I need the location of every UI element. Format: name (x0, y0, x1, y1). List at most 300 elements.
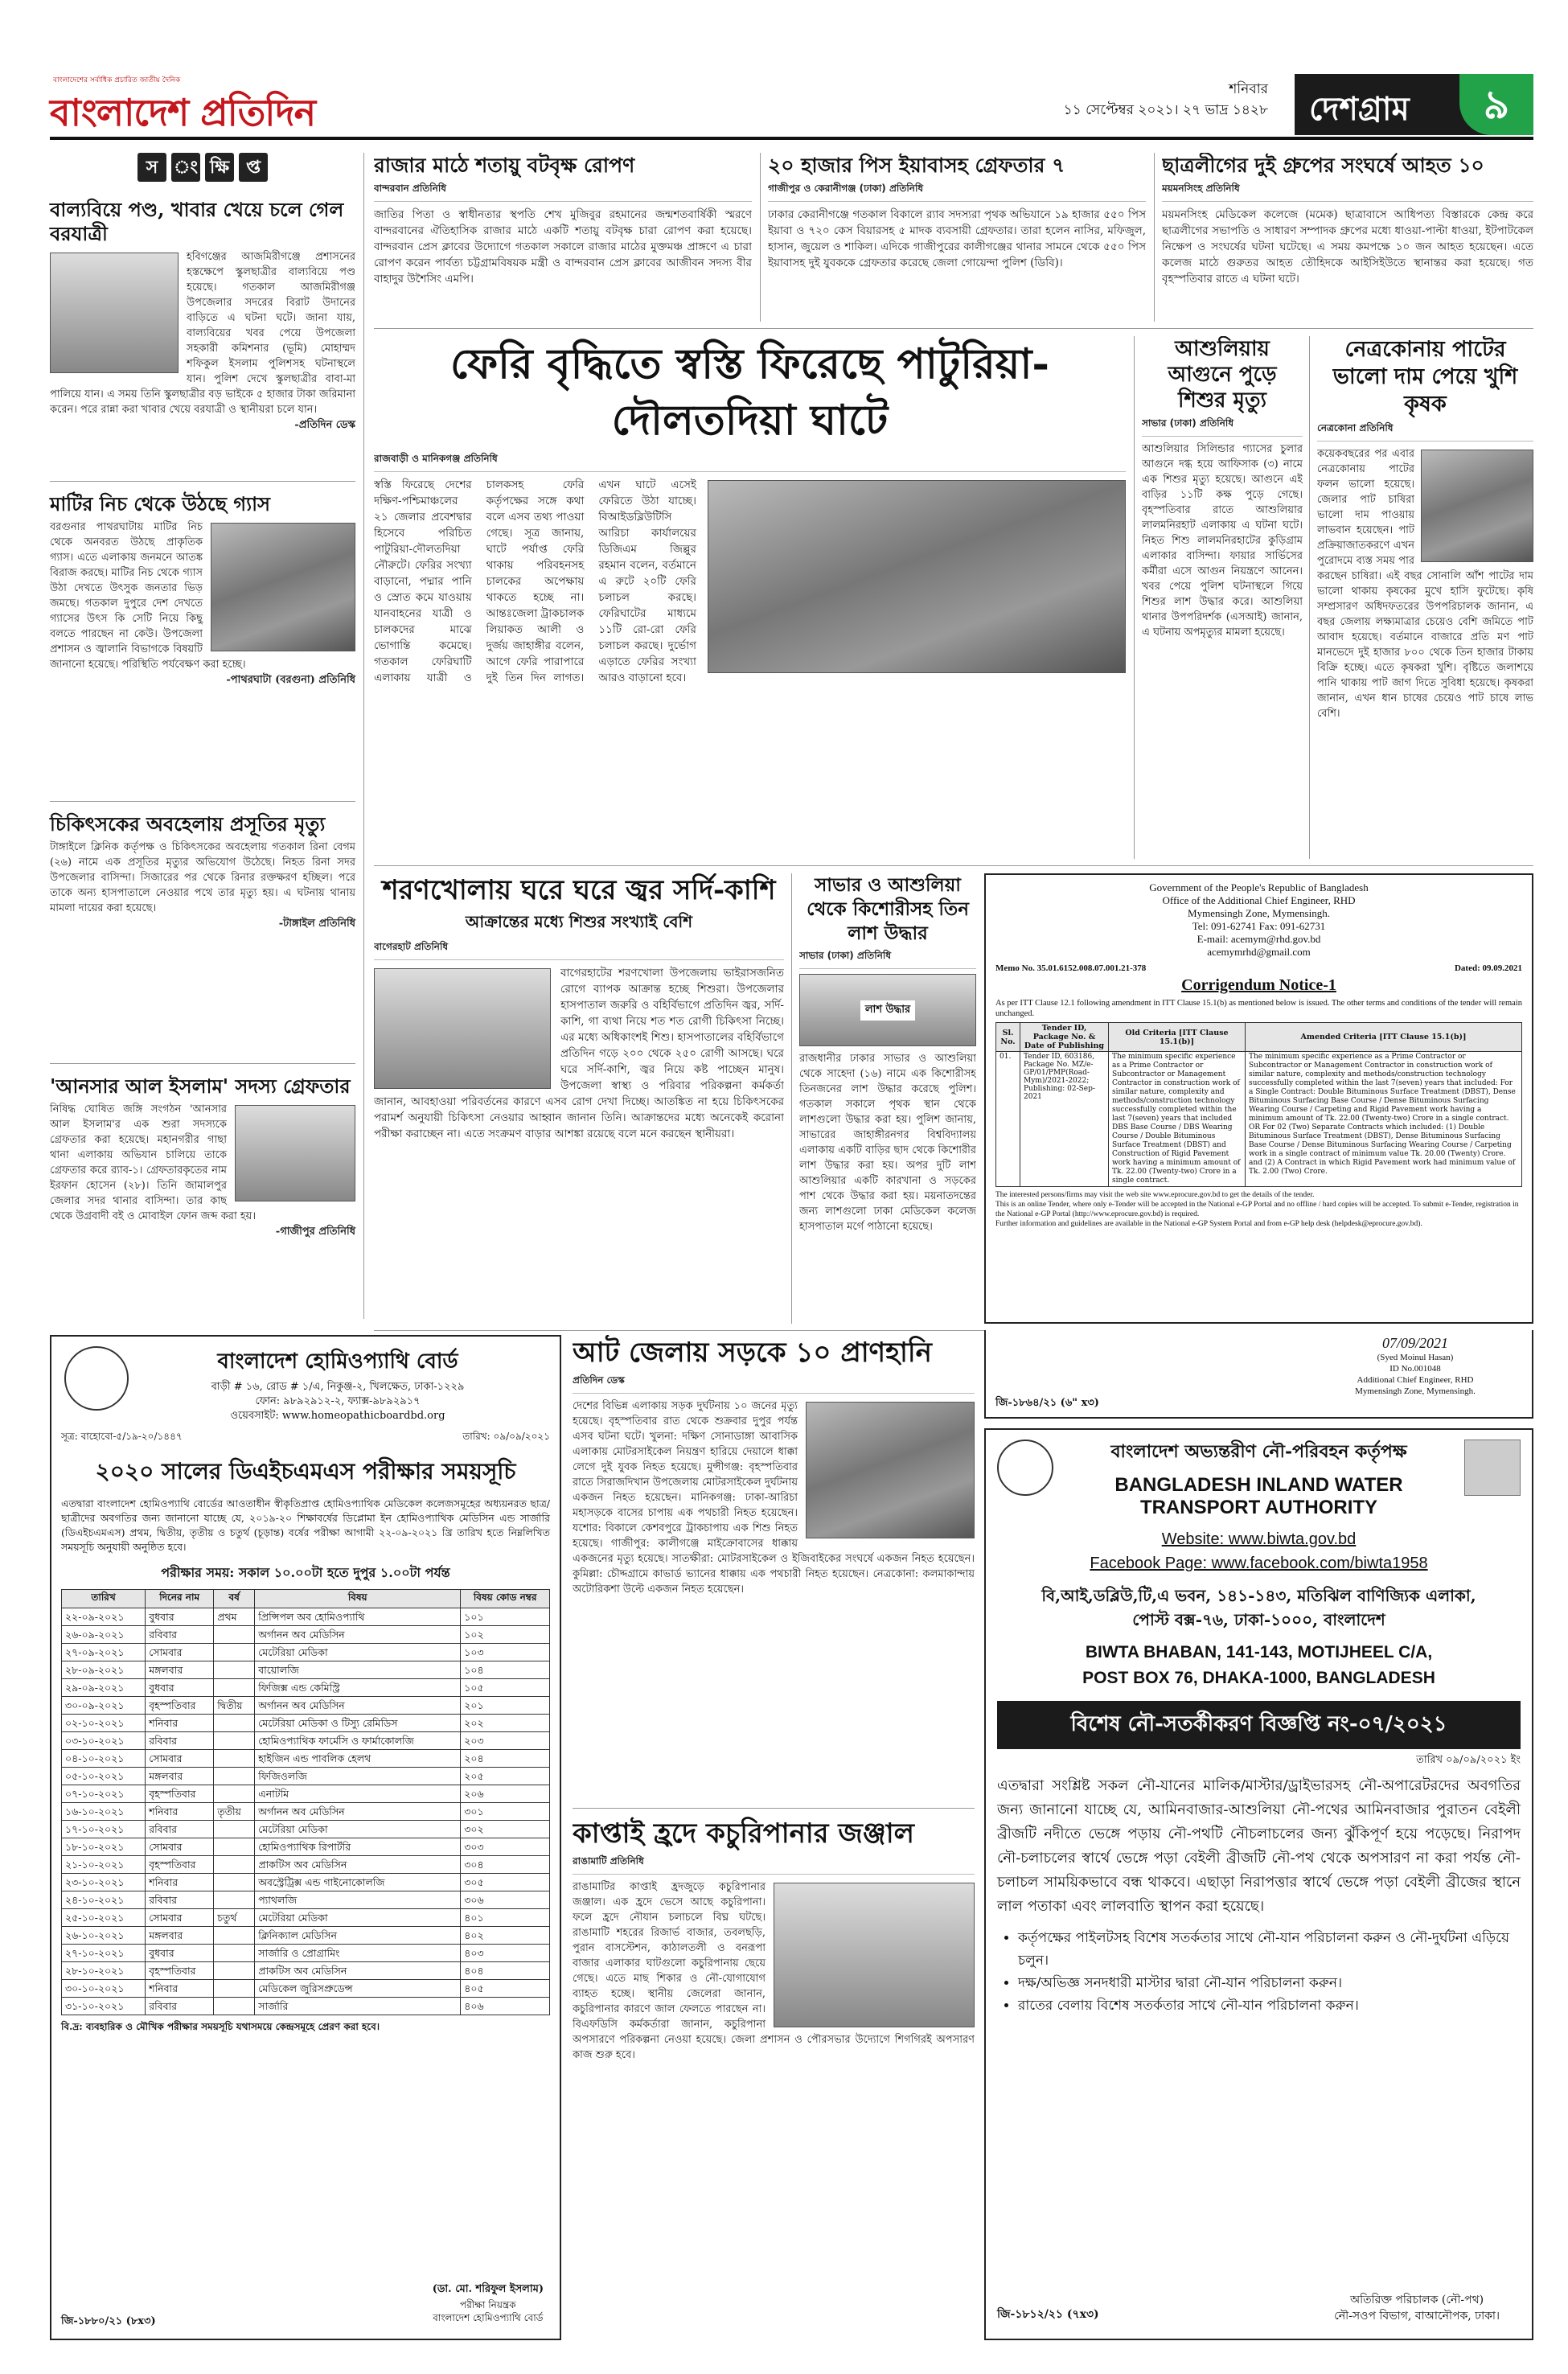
table-cell: 01. (996, 1052, 1020, 1187)
table-cell: ২৮-০৯-২০২১ (62, 1661, 146, 1679)
brief-headline: 'আনসার আল ইসলাম' সদস্য গ্রেফতার (50, 1074, 351, 1098)
story-accidents (573, 1335, 975, 1801)
brief-body: টাঙ্গাইলে ক্লিনিক কর্তৃপক্ষ ও চিকিৎসকের অবহেলায় গতকাল রিনা বেগম (২৬) নামে এক প্রসূতির মৃত্যুর অভিযোগ উঠেছে। নিহত রিনা সদর উপজেলার বাসিন্দা। সিজারের পর থেকে রিনার রক্তক্ষরণ হচ্ছিল। পরে তাকে অন্য হাসপাতালে নেওয়ার পথে তার মৃত্যু হয়। এ ঘটনায় থানায় মামলা দায়ের করা হয়েছে। (50, 841, 355, 914)
board-seal-icon (64, 1346, 129, 1411)
story-body: ময়মনসিংহ মেডিকেল কলেজে (মমেক) ছাত্রাবাসে আধিপত্য বিস্তারকে কেন্দ্র করে ছাত্রলীগের সভাপতি ও সাধারণ সম্পাদক গ্রুপের মধ্যে ধাওয়া-পাল্টা ধাওয়া, ইটপাটকেল নিক্ষেপ ও সংঘর্ষের ঘটনা ঘটেছে। এ সময় কমপক্ষে ১০ জন আহত হয়েছেন। এতে কলেজ মাঠে গুরুতর আহত তৌহিদকে আইসিইউতে স্থানান্তর করা হয়েছে। গত বৃহস্পতিবার রাতে এ ঘটনা ঘটে। (1162, 208, 1533, 285)
table-cell: অর্গানন অব মেডিসিন (255, 1803, 461, 1821)
table-cell (214, 1768, 255, 1785)
table-cell: প্রাকটিস অব মেডিসিন (255, 1962, 461, 1980)
table-cell: ২২-০৯-২০২১ (62, 1608, 146, 1626)
table-cell: রবিবার (146, 1732, 214, 1750)
ad-title: বাংলাদেশ হোমিওপ্যাথি বোর্ড (217, 1349, 458, 1374)
brief-credit: -টাঙ্গাইল প্রতিনিধি (278, 918, 355, 930)
briefs-title-letter: ক্ষি (205, 153, 234, 182)
table-cell (214, 1874, 255, 1891)
table-header: Tender ID, Package No. & Date of Publishing (1020, 1023, 1109, 1052)
address-line: পোস্ট বক্স-৭৬, ঢাকা-১০০০, বাংলাদেশ (1132, 1610, 1385, 1629)
masthead-rule (50, 137, 1533, 140)
table-cell: ৪০৫ (461, 1980, 550, 1998)
page-number: ৯ (1459, 74, 1533, 135)
ad-code: জি-১৮৮০/২১ (৮x৩) (61, 2315, 156, 2327)
table-cell: ৪০৪ (461, 1962, 550, 1980)
signature-block (433, 2282, 544, 2324)
table-cell: বুধবার (146, 1679, 214, 1697)
ad-address-en (997, 1640, 1521, 1691)
signer-org: নৌ-সওপ বিভাগ, বাআনৌপক, ঢাকা। (1334, 2310, 1500, 2323)
table-cell: ০২-১০-২০২১ (62, 1715, 146, 1732)
story-byline: বান্দরবান প্রতিনিধি (374, 182, 752, 202)
table-row (62, 1715, 550, 1732)
table-cell: ৩০৩ (461, 1838, 550, 1856)
notice-body: এতদ্বারা সংশ্লিষ্ট সকল নৌ-যানের মালিক/মাস্টার/ড্রাইভারসহ নৌ-অপারেটরদের অবগতির জন্য জানানো যাচ্ছে যে, আমিনবাজার-আশুলিয়া নৌ-পথের আমিনবাজার পুরাতন বেইলী ব্রীজটি নদীতে ভেঙ্গে পড়ায় নৌ-পথটি নৌচলাচলের জন্য ঝুঁকিপূর্ণ হয়ে পড়েছে। নিরাপদ নৌ-চলাচলের স্বার্থে ভেঙ্গে পড়া বেইলী ব্রীজটি নৌ-পথ থেকে অপসারণ না করা পর্যন্ত নৌ-চলাচল সাময়িকভাবে বন্ধ থাকবে। এছাড়া নিরাপত্তার স্বার্থে ভেঙ্গে পড়া বেইলী ব্রীজের স্থানে লাল পতাকা এবং লালবাতি স্থাপন করা হয়েছে। (997, 1777, 1521, 1915)
table-cell: The minimum specific experience as a Prime Contractor or Subcontractor or Management Contractor in construction work of similar nature, complexity and methods/construction technology successfully completed within the last 7(seven) years that included DBS Base Course / DBS Wearing Course / Double Bituminous Surface Treatment (DBST) and Construction of Rigid Pavement work having a minimum amount of Tk. 22.00 (Twenty-two) Crore in a single contract. (1109, 1052, 1246, 1187)
table-cell: ২৩-১০-২০২১ (62, 1874, 146, 1891)
brand-kicker: বাংলাদেশের সর্বাধিক প্রচারিত জাতীয় দৈনিক (53, 76, 181, 84)
brief-body: নিষিদ্ধ ঘোষিত জঙ্গি সংগঠন 'আনসার আল ইসলাম'র এক শুরা সদস্যকে গ্রেফতার করা হয়েছে। মহানগরীর গাছা থানা এলাকায় অভিযান চালিয়ে তাকে গ্রেফতার করে র‍্যাব-১। গ্রেফতারকৃতের নাম ইরফান হোসেন (২৮)। তিনি জামালপুর জেলার সদর থানার বাসিন্দা। তার কাছ থেকে উগ্রবাদী বই ও মোবাইল ফোন জব্দ করা হয়। (50, 1103, 256, 1222)
table-row (62, 1803, 550, 1821)
table-cell: শনিবার (146, 1874, 214, 1891)
ref-date: তারিখ: ০৯/০৯/২০২১ (462, 1431, 550, 1442)
table-row (62, 1697, 550, 1715)
brief-story (50, 193, 355, 474)
story-byline: সাভার (ঢাকা) প্রতিনিধি (799, 949, 976, 969)
section-tab (1295, 74, 1533, 135)
divider (363, 153, 364, 1319)
table-row (62, 1909, 550, 1927)
table-cell: ৩০১ (461, 1803, 550, 1821)
facebook-link[interactable]: Facebook Page: www.facebook.com/biwta1958 (1090, 1555, 1428, 1572)
notice-footer (995, 1190, 1522, 1229)
signer-title: পরীক্ষা নিয়ন্ত্রক (460, 2299, 516, 2310)
ad-line: acemymrhd@gmail.com (1207, 946, 1311, 958)
signer-title: অতিরিক্ত পরিচালক (নৌ-পথ) (1349, 2294, 1484, 2306)
table-cell: ২৯-০৯-২০২১ (62, 1679, 146, 1697)
table-cell: ফিজিওলজি (255, 1768, 461, 1785)
table-cell: ০৩-১০-২০২১ (62, 1732, 146, 1750)
notice-title: Corrigendum Notice-1 (1181, 976, 1336, 994)
memo-number: Memo No. 35.01.6152.008.07.001.21-378 (995, 963, 1147, 973)
story-cold (374, 873, 784, 1324)
divider (1134, 336, 1135, 859)
ad-intro: এতদ্বারা বাংলাদেশ হোমিওপ্যাথি বোর্ডের আওতাধীন স্বীকৃতিপ্রাপ্ত হোমিওপ্যাথিক মেডিকেল কলেজসমূহের অধ্যয়নরত ছাত্র/ছাত্রীদের অবগতির জন্য জানানো যাচ্ছে যে, ২০১৯-২০ শিক্ষাবর্ষের ডিপ্লোমা ইন হোমিওপ্যাথিক মেডিসিন এন্ড সার্জারি (ডিএইচএমএস) প্রথম, দ্বিতীয়, তৃতীয় ও চতুর্থ (চূড়ান্ত) বর্ষের পরীক্ষা আগামী ২২-০৯-২০২১ খ্রি তারিখ হতে নিম্নলিখিত সময়সূচি অনুযায়ী অনুষ্ঠিত হবে। (61, 1497, 550, 1553)
table-header: তারিখ (62, 1590, 146, 1608)
story-subhead: আক্রান্তের মধ্যে শিশুর সংখ্যাই বেশি (465, 912, 693, 931)
divider (573, 1808, 975, 1809)
briefs-title-letter: প্ত (239, 153, 268, 182)
story-headline: আট জেলায় সড়কে ১০ প্রাণহানি (573, 1337, 932, 1369)
table-cell (214, 1626, 255, 1644)
divider (50, 801, 355, 802)
address-line: BIWTA BHABAN, 141-143, MOTIJHEEL C/A, (1085, 1643, 1433, 1661)
notice-title: বিশেষ নৌ-সতর্কীকরণ বিজ্ঞপ্তি নং-০৭/২০২১ (997, 1701, 1521, 1749)
table-cell: বায়োলজি (255, 1661, 461, 1679)
table-cell: ২০২ (461, 1715, 550, 1732)
table-cell (214, 1785, 255, 1803)
table-cell: ১৭-১০-২০২১ (62, 1821, 146, 1838)
story-clash (1162, 153, 1533, 322)
table-cell: ২০৫ (461, 1768, 550, 1785)
table-cell: মেটেরিয়া মেডিকা (255, 1909, 461, 1927)
table-row (62, 1927, 550, 1945)
divider (50, 481, 355, 482)
signer-name: (ডা. মো. শরিফুল ইসলাম) (432, 2283, 544, 2295)
story-body: জাতির পিতা ও স্বাধীনতার স্থপতি শেখ মুজিবুর রহমানের জন্মশতবার্ষিকী স্মরণে বান্দরবানের ঐতিহাসিক রাজার মাঠে একটি শতায়ু বটবৃক্ষ চারা রোপণ করা হয়েছে। বান্দরবান প্রেস ক্লাবের উদ্যোগে গতকাল সকালে রাজার মাঠের মুক্তমঞ্চ প্রাঙ্গণে এ চারা রোপণ করেন পার্বত্য চট্টগ্রামবিষয়ক মন্ত্রী ও বান্দরবান প্রেস ক্লাবের আজীবন সদস্য বীর বাহাদুর উশৈসিং এমপি। (374, 208, 752, 285)
table-cell: ০৪-১০-২০২১ (62, 1750, 146, 1768)
table-row (62, 1962, 550, 1980)
table-header: Old Criteria [ITT Clause 15.1(b)] (1109, 1023, 1246, 1052)
brief-body: বরগুনার পাথরঘাটায় মাটির নিচ থেকে অনবরত উঠছে প্রাকৃতিক গ্যাস। এতে এলাকায় জনমনে আতঙ্ক বিরাজ করছে। মাটির নিচ থেকে গ্যাস উঠা দেখতে উৎসুক জনতার ভিড় জমছে। গতকাল দুপুরে দেশ দেখতে গ্যাসের উৎস কি সেটি নিয়ে কিছু বলতে পারছেন না কেউ। উপজেলা প্রশাসন ও জ্বালানি বিভাগকে বিষয়টি জানানো হয়েছে। পরিস্থিতি পর্যবেক্ষণ করা হচ্ছে। (50, 521, 246, 671)
story-headline: কাপ্তাই হ্রদে কচুরিপানার জঞ্জাল (573, 1817, 914, 1850)
table-cell: ১০২ (461, 1626, 550, 1644)
story-body: বাগেরহাটের শরণখোলা উপজেলায় ভাইরাসজনিত রোগে ব্যাপক আক্রান্ত হচ্ছে শিশুরা। উপজেলার হাসপাতাল জরুরি ও বহির্বিভাগে প্রতিদিন জ্বর, সর্দি-কাশি, গা ব্যথা নিয়ে শত শত রোগী চিকিৎসা নিচ্ছে। এর মধ্যে অধিকাংশই শিশু। হাসপাতালের বহির্বিভাগে প্রতিদিন গড়ে ২০০ থেকে ২৫০ রোগী আসছে। ঘরে ঘরে সর্দি-কাশি, জ্বর নিয়ে কষ্ট পাচ্ছেন মানুষ। উপজেলা স্বাস্থ্য ও পরিবার পরিকল্পনা কর্মকর্তা জানান, আবহাওয়া পরিবর্তনের কারণে এসব রোগ দেখা দিচ্ছে। আতঙ্কিত না হয়ে চিকিৎসকের পরামর্শ অনুযায়ী চিকিৎসা নেওয়ার আহ্বান জানান তিনি। আক্রান্তদের মধ্যে অনেকেই করোনা পরীক্ষা করাচ্ছেন না। এতে সংক্রমণ বাড়ার আশঙ্কা রয়েছে বলে মনে করছেন স্থানীয়রা। (374, 967, 784, 1140)
table-cell: হাইজিন এন্ড পাবলিক হেলথ (255, 1750, 461, 1768)
table-header: বর্ষ (214, 1590, 255, 1608)
homeopathy-board-ad (50, 1335, 561, 2340)
signer-title: Additional Chief Engineer, RHD (1357, 1375, 1474, 1385)
table-cell: ৩০২ (461, 1821, 550, 1838)
story-byline: বাগেরহাট প্রতিনিধি (374, 940, 784, 960)
table-row (62, 1608, 550, 1626)
table-cell: ৪০৩ (461, 1945, 550, 1962)
table-cell: ৪০১ (461, 1909, 550, 1927)
briefs-title-letter: ং (171, 153, 200, 182)
story-headline: ফেরি বৃদ্ধিতে স্বস্তি ফিরেছে পাটুরিয়া-দৌলতদিয়া ঘাটে (449, 339, 1050, 445)
notice-intro: As per ITT Clause 12.1 following amendment in ITT Clause 15.1(b) as mentioned below is issued. The other terms and conditions of the tender will remain unchanged. (995, 999, 1522, 1018)
divider (374, 328, 1533, 329)
website-link[interactable]: Website: www.biwta.gov.bd (1161, 1530, 1357, 1548)
ref-line (61, 1430, 550, 1446)
table-cell: প্যাথলজি (255, 1891, 461, 1909)
story-kaptai (573, 1816, 975, 2340)
table-cell: মেটেরিয়া মেডিকা ও টিস্যু রেমিডিস (255, 1715, 461, 1732)
table-cell: ১০৩ (461, 1644, 550, 1661)
story-body: স্বস্তি ফিরেছে দেশের দক্ষিণ-পশ্চিমাঞ্চলের ২১ জেলার প্রবেশদ্বার হিসেবে পরিচিত পাটুরিয়া-দৌলতদিয়া নৌরুটে। ফেরির সংখ্যা বাড়ানো, পদ্মার পানি ও স্রোত কমে যাওয়ায় যানবাহনের যাত্রী ও চালকদের মাঝে ভোগান্তি কমেছে। গতকাল ফেরিঘাটি এলাকায় যাত্রী ও চালকসহ ফেরি কর্তৃপক্ষের সঙ্গে কথা বলে এসব তথ্য পাওয়া গেছে। সূত্র জানায়, ঘাটে পর্যাপ্ত ফেরি থাকায় পরিবহনসহ চালকের অপেক্ষায় থাকতে হচ্ছে না। আন্তঃজেলা ট্রাকচালক লিয়াকত আলী ও দুর্জয় জাহাঙ্গীর বলেন, আগে ফেরি পারাপারে দুই তিন দিন লাগত। এখন ঘাটে এসেই ফেরিতে উঠা যাচ্ছে। বিআইডব্লিউটিসি আরিচা কার্যালয়ের ডিজিএম জিল্লুর রহমান বলেন, বর্তমানে এ রুটে ২০টি ফেরি চলাচল করছে। ফেরিঘাটের মাধ্যমে ১১টি রো-রো ফেরি চলাচল করছে। দুর্ভোগ এড়াতে ফেরির সংখ্যা আরও বাড়ানো হবে। (374, 478, 696, 684)
table-cell: ২৬-১০-২০২১ (62, 1927, 146, 1945)
table-cell: রবিবার (146, 1998, 214, 2015)
ad-header (125, 1345, 550, 1423)
table-row (62, 1945, 550, 1962)
story-byline: রাঙামাটি প্রতিনিধি (573, 1854, 975, 1875)
table-cell: ৩০৫ (461, 1874, 550, 1891)
brief-credit: -প্রতিদিন ডেস্ক (294, 419, 355, 431)
table-cell: মঙ্গলবার (146, 1927, 214, 1945)
table-cell: ০৭-১০-২০২১ (62, 1785, 146, 1803)
briefs-title (50, 153, 355, 182)
ad-line: Tel: 091-62741 Fax: 091-62731 (1192, 920, 1326, 932)
table-cell (214, 1980, 255, 1998)
table-cell: শনিবার (146, 1980, 214, 1998)
table-cell (214, 1679, 255, 1697)
portrait-photo (1464, 1440, 1521, 1496)
table-cell: মঙ্গলবার (146, 1661, 214, 1679)
table-cell: মঙ্গলবার (146, 1768, 214, 1785)
table-cell: ২৪-১০-২০২১ (62, 1891, 146, 1909)
table-cell: ৪০৬ (461, 1998, 550, 2015)
dateline (1027, 79, 1268, 121)
divider (1154, 153, 1155, 322)
story-headline: আশুলিয়ায় আগুনে পুড়ে শিশুর মৃত্যু (1168, 337, 1277, 413)
section-name: দেশগ্রাম (1309, 90, 1410, 128)
rhd-corrigendum-ad (984, 873, 1533, 1324)
table-cell: বৃহস্পতিবার (146, 1962, 214, 1980)
ad-header (1061, 1438, 1456, 1519)
table-cell: মেটেরিয়া মেডিকা (255, 1644, 461, 1661)
signature-block (1315, 1335, 1516, 1397)
story-body: দেশের বিভিন্ন এলাকায় সড়ক দুর্ঘটনায় ১০ জনের মৃত্যু হয়েছে। বৃহস্পতিবার রাত থেকে শুক্রবার দুপুর পর্যন্ত এসব ঘটনা ঘটে। খুলনা: দক্ষিণ সোনাডাঙ্গা আবাসিক এলাকায় মোটরসাইকেল নিয়ন্ত্রণ হারিয়ে দেয়ালে ধাক্কা লেগে দুই যুবক নিহত হয়েছে। মুন্সীগঞ্জ: বৃহস্পতিবার রাতে সিরাজদিখান উপজেলায় মোটরসাইকেল দুর্ঘটনায় একজন নিহত হয়েছেন। মানিকগঞ্জ: ঢাকা-আরিচা মহাসড়কে বাসের চাপায় এক পথচারী নিহত হয়েছেন। যশোর: বিকালে কেশবপুরে ট্রাকচাপায় এক শিশু নিহত হয়েছে। গাজীপুর: কালীগঞ্জে মাইক্রোবাসের ধাক্কায় একজনের মৃত্যু হয়েছে। সাতক্ষীরা: মোটরসাইকেল ও ইজিবাইকের সংঘর্ষে একজন নিহত হয়েছেন। কুমিল্লা: চৌদ্দগ্রামে কাভার্ড ভ্যানের ধাক্কায় এক পথচারী নিহত হয়েছেন। নেত্রকোনা: কলমাকান্দায় অটোরিকশা উল্টে একজন নিহত হয়েছেন। (573, 1400, 975, 1596)
ref-number: সূত্র: বাহোবো-৫/১৯-২০/১৪৪৭ (61, 1431, 183, 1442)
table-cell: ২৭-০৯-২০২১ (62, 1644, 146, 1661)
ad-header (995, 881, 1522, 959)
table-cell: অর্গানন অব মেডিসিন (255, 1626, 461, 1644)
dateline-date: ১১ সেপ্টেম্বর ২০২১। ২৭ ভাদ্র ১৪২৮ (1063, 102, 1268, 118)
table-cell: সার্জারি ও প্রোগ্রামিং (255, 1945, 461, 1962)
story-headline: ২০ হাজার পিস ইয়াবাসহ গ্রেফতার ৭ (768, 154, 1065, 177)
table-cell: বুধবার (146, 1608, 214, 1626)
table-row (62, 1785, 550, 1803)
table-cell (214, 1750, 255, 1768)
story-jute (1317, 336, 1533, 859)
ad-title-en: TRANSPORT AUTHORITY (1139, 1497, 1378, 1518)
table-row (62, 1661, 550, 1679)
table-cell: সোমবার (146, 1644, 214, 1661)
ad-note: বি.দ্র: ব্যবহারিক ও মৌখিক পরীক্ষার সময়সূচি যথাসময়ে কেন্দ্রসমূহে প্রেরণ করা হবে। (61, 2021, 380, 2032)
address-line: POST BOX 76, DHAKA-1000, BANGLADESH (1082, 1669, 1435, 1687)
table-cell: ক্লিনিক্যাল মেডিসিন (255, 1927, 461, 1945)
story-headline: শরণখোলায় ঘরে ঘরে জ্বর সর্দি-কাশি (382, 874, 776, 906)
wedding-photo (50, 253, 179, 373)
table-cell: এনাটমি (255, 1785, 461, 1803)
signer-place: Mymensingh Zone, Mymensingh. (1355, 1386, 1476, 1396)
brief-story (50, 487, 355, 793)
table-row (62, 1821, 550, 1838)
masthead (50, 74, 1533, 146)
footer-line: Further information and guidelines are available in the National e-GP System Portal and from e-GP help desk (helpdesk@eprocure.gov.bd). (995, 1220, 1422, 1228)
table-row (62, 1891, 550, 1909)
table-cell: অর্গানন অব মেডিসিন (255, 1697, 461, 1715)
bullet-item: • কর্তৃপক্ষের পাইলটসহ বিশেষ সতর্কতার সাথে নৌ-যান পরিচালনা করুন ও নৌ-দুর্ঘটনা এড়িয়ে চলুন। (1018, 1927, 1521, 1972)
notice-date: তারিখ ০৯/০৯/২০২১ ইং (1416, 1754, 1521, 1766)
table-cell: রবিবার (146, 1821, 214, 1838)
brief-headline: চিকিৎসকের অবহেলায় প্রসূতির মৃত্যু (50, 812, 326, 836)
table-cell: মেডিকেল জুরিসপ্রুডেন্স (255, 1980, 461, 1998)
table-cell: ৩০-০৯-২০২১ (62, 1697, 146, 1715)
ad-line: বাড়ী # ১৬, রোড # ১/এ, নিকুঞ্জ-২, খিলক্ষেত, ঢাকা-১২২৯ (211, 1381, 465, 1393)
table-row (62, 1732, 550, 1750)
table-cell: সোমবার (146, 1838, 214, 1856)
story-headline: নেত্রকোনায় পাটের ভালো দাম পেয়ে খুশি কৃষক (1332, 337, 1518, 417)
brief-body: হবিগঞ্জের আজমিরীগঞ্জে প্রশাসনের হস্তক্ষেপে স্কুলছাত্রীর বাল্যবিয়ে পণ্ড হয়েছে। গতকাল আজমিরীগঞ্জ উপজেলার সদরের বিরাট উদানের বাড়িতে এ ঘটনা ঘটে। জানা যায়, বাল্যবিয়ের খবর পেয়ে উপজেলা সহকারী কমিশনার (ভূমি) মোহাম্মদ শফিকুল ইসলাম পুলিশসহ ঘটনাস্থলে যান। পুলিশ দেখে স্কুলছাত্রীর বাবা-মা পালিয়ে যান। এ সময় তিনি স্কুলছাত্রীর বড় ভাইকে ৫ হাজার টাকা জরিমানা করেন। পরে রান্না করা খাবার খেয়ে বরযাত্রী ও স্থানীয়রা চলে যান। (50, 251, 355, 416)
table-cell: তৃতীয় (214, 1803, 255, 1821)
brief-story (50, 807, 355, 1057)
table-row (996, 1052, 1522, 1187)
ad-address-bn (997, 1583, 1521, 1632)
story-byline: নেত্রকোনা প্রতিনিধি (1317, 421, 1533, 442)
address-line: বি,আই,ডব্লিউ,টি,এ ভবন, ১৪১-১৪৩, মতিঝিল বাণিজ্যিক এলাকা, (1041, 1586, 1476, 1605)
table-row (62, 1768, 550, 1785)
table-cell: ৩১-১০-২০২১ (62, 1998, 146, 2015)
table-header: বিষয় কোড নম্বর (461, 1590, 550, 1608)
briefs-title-letter: স (138, 153, 166, 182)
divider (374, 865, 1533, 866)
ad-code: জি-১৮৬৪/২১ (৬" x৩) (995, 1397, 1099, 1409)
ad-line: Government of the People's Republic of Bangladesh (1149, 881, 1369, 893)
table-cell (214, 1732, 255, 1750)
table-row (62, 1998, 550, 2015)
story-body: রাঙামাটির কাপ্তাই হ্রদজুড়ে কচুরিপানার জঞ্জাল। এক হ্রদে ভেসে আছে কচুরিপানা। ফলে হ্রদে নৌযান চলাচলে বিঘ্ন ঘটছে। রাঙামাটি শহরের রিজার্ভ বাজার, তবলছড়ি, পুরান বাসস্টেশন, কাঠালতলী ও বনরূপা বাজার এলাকার ঘাটগুলো কচুরিপানায় ছেয়ে গেছে। এতে মাছ শিকার ও নৌ-যোগাযোগ ব্যাহত হচ্ছে। স্থানীয় জেলেরা জানান, কচুরিপানার কারণে জাল ফেলতে পারছেন না। বিএফডিসি কর্মকর্তারা জানান, কচুরিপানা অপসারণে পরিকল্পনা নেওয়া হয়েছে। জেলা প্রশাসন ও পৌরসভার উদ্যোগে শিগগিরই অপসারণ কাজ শুরু হবে। (573, 1881, 975, 2061)
gas-photo (211, 523, 355, 651)
rhd-signature-block (984, 1330, 1533, 1419)
table-cell: ৪০২ (461, 1927, 550, 1945)
ad-code: জি-১৮১২/২১ (৭x৩) (997, 2308, 1099, 2321)
signer-name: (Syed Moinul Hasan) (1377, 1353, 1454, 1362)
table-header: দিনের নাম (146, 1590, 214, 1608)
table-cell: প্রাকটিস অব মেডিসিন (255, 1856, 461, 1874)
table-cell: শনিবার (146, 1715, 214, 1732)
ad-line: ফোন: ৯৮৯২৯১২-২, ফ্যাক্স-৯৮৯২৯১৭ (255, 1395, 421, 1407)
brief-credit: -গাজীপুর প্রতিনিধি (275, 1226, 355, 1238)
table-cell: ২৭-১০-২০২১ (62, 1945, 146, 1962)
body-recovered-graphic (799, 974, 976, 1046)
ad-title-en: BANGLADESH INLAND WATER (1114, 1474, 1403, 1496)
table-row (62, 1980, 550, 1998)
signer-id: ID No.001048 (1389, 1364, 1441, 1374)
ad-line: ওয়েবসাইট: www.homeopathicboardbd.org (230, 1410, 445, 1422)
ad-line: E-mail: acemym@rhd.gov.bd (1197, 933, 1321, 945)
table-cell: হোমিওপ্যাথিক রিপার্টরি (255, 1838, 461, 1856)
story-byline: গাজীপুর ও কেরানীগঞ্জ (ঢাকা) প্রতিনিধি (768, 182, 1146, 202)
table-row (62, 1838, 550, 1856)
table-cell: ২০৩ (461, 1732, 550, 1750)
story-ferry (374, 336, 1126, 859)
table-cell: সোমবার (146, 1750, 214, 1768)
divider (760, 153, 761, 322)
table-cell (214, 1661, 255, 1679)
signature-block (1334, 2292, 1500, 2324)
brand-name: বাংলাদেশ প্রতিদিন (50, 91, 316, 134)
table-cell: বৃহস্পতিবার (146, 1856, 214, 1874)
table-cell: ১০৫ (461, 1679, 550, 1697)
story-headline: সাভার ও আশুলিয়া থেকে কিশোরীসহ তিন লাশ উদ্ধার (807, 874, 969, 944)
lake-photo (774, 1883, 975, 2027)
story-byline: ময়মনসিংহ প্রতিনিধি (1162, 182, 1533, 202)
table-cell (214, 1821, 255, 1838)
notice-bullets (1018, 1927, 1521, 2017)
corrigendum-table (995, 1022, 1522, 1187)
table-cell (214, 1838, 255, 1856)
table-row (62, 1750, 550, 1768)
divider (791, 873, 792, 1324)
table-cell: The minimum specific experience as a Prime Contractor or Subcontractor or Management Contractor in construction work of similar nature, complexity and methods/construction technology successfully completed within the last 7(seven) years that included: For a Single Contract: Double Bituminous Surface Treatment (DBST), Dense Bituminous Surfacing Base Course / Dense Bituminous Surfacing Wearing Course / Carpeting and Rigid Pavement work having a minimum amount of Tk. 22.00 (Twenty-two) Crore in a single contract. OR For 02 (Two) Separate Contracts which included: (1) Double Bituminous Surface Treatment (DBST), Dense Bituminous Surfacing Base Course / Dense Bituminous Surfacing Wearing Course / Carpeting work in a single contract of minimum value Tk. 20.00 (Twenty) Crore. and (2) A Contract in which Rigid Pavement work had minimum value of Tk. 2.00 (Two) Crore. (1246, 1052, 1522, 1187)
ad-line: Office of the Additional Chief Engineer, RHD (1162, 894, 1356, 906)
table-cell: ২০৪ (461, 1750, 550, 1768)
table-cell: মেটেরিয়া মেডিকা (255, 1821, 461, 1838)
table-cell: বুধবার (146, 1945, 214, 1962)
brief-headline: মাটির নিচ থেকে উঠছে গ্যাস (50, 492, 270, 515)
table-cell: ২০১ (461, 1697, 550, 1715)
graphic-caption: লাশ উদ্ধার (860, 1000, 915, 1021)
story-body: ঢাকার কেরানীগঞ্জে গতকাল বিকালে র‍্যাব সদস্যরা পৃথক অভিযানে ১৯ হাজার ৫৫০ পিস ইয়াবা ও ৭২০ কেস বিয়ারসহ ৫ মাদক ব্যবসায়ী গ্রেফতার। তারা হলেন নাসির, মফিজুল, হাসান, জুয়েল ও শাকিল। এদিকে গাজীপুরের কালীগঞ্জের থানার সামনে থেকে ৫৫০ পিস ইয়াবাসহ দুই যুবককে গ্রেফতার করেছে জেলা গোয়েন্দা পুলিশ (ডিবি)। (768, 208, 1146, 269)
table-cell: বৃহস্পতিবার (146, 1697, 214, 1715)
table-cell: ২৮-১০-২০২১ (62, 1962, 146, 1980)
biwta-logo-icon (997, 1440, 1053, 1496)
story-banyan (374, 153, 752, 322)
table-cell: ০৫-১০-২০২১ (62, 1768, 146, 1785)
table-row (62, 1679, 550, 1697)
table-cell (214, 1962, 255, 1980)
ad-headline: ২০২০ সালের ডিএইচএমএস পরীক্ষার সময়সূচি (95, 1458, 516, 1485)
table-cell: ফিজিক্স এন্ড কেমিস্ট্রি (255, 1679, 461, 1697)
table-cell: সোমবার (146, 1909, 214, 1927)
brief-credit: -পাথরঘাটা (বরগুনা) প্রতিনিধি (226, 674, 355, 686)
story-byline: প্রতিদিন ডেস্ক (573, 1374, 975, 1394)
table-cell (214, 1715, 255, 1732)
brief-story (50, 1070, 355, 1319)
story-byline: সাভার (ঢাকা) প্রতিনিধি (1142, 417, 1303, 437)
brief-headline: বাল্যবিয়ে পণ্ড, খাবার খেয়ে চলে গেল বরযাত্রী (50, 198, 344, 245)
ferry-photo (708, 480, 1126, 673)
footer-line: This is an online Tender, where only e-Tender will be accepted in the National e-GP Portal and no offline / hard copies will be accepted. To submit e-Tender, registration in the National e-GP Portal (http://www.eprocure.gov.bd) is required. (995, 1201, 1519, 1218)
table-cell: ৩০৪ (461, 1856, 550, 1874)
table-cell: চতুর্থ (214, 1909, 255, 1927)
table-cell: প্রিন্সিপল অব হোমিওপ্যাথি (255, 1608, 461, 1626)
table-cell: বৃহস্পতিবার (146, 1785, 214, 1803)
table-row (62, 1626, 550, 1644)
table-cell (214, 1856, 255, 1874)
table-cell: হোমিওপ্যাথিক ফার্মেসি ও ফার্মাকোলজি (255, 1732, 461, 1750)
memo-line (995, 963, 1522, 973)
bullet-item: • দক্ষ/অভিজ্ঞ সনদধারী মাস্টার দ্বারা নৌ-যান পরিচালনা করুন। (1018, 1972, 1521, 1994)
table-cell: শনিবার (146, 1803, 214, 1821)
exam-time: পরীক্ষার সময়: সকাল ১০.০০টা হতে দুপুর ১.০০টা পর্যন্ত (161, 1565, 450, 1580)
hospital-photo (374, 968, 551, 1089)
table-cell: প্রথম (214, 1608, 255, 1626)
story-body: কয়েকবছরের পর এবার নেত্রকোনায় পাটের ফলন ভালো হয়েছে। জেলার পাট চাষিরা ভালো দাম পাওয়ায় লাভবান হয়েছেন। পাট প্রক্রিয়াজাতকরণে এখন পুরোদমে ব্যস্ত সময় পার করছেন চাষিরা। এই বছর সোনালি আঁশ পাটের দাম ভালো থাকায় কৃষকের মুখে হাসি ফুটেছে। কৃষি সম্প্রসারণ অধিদফতরের উপপরিচালক জানান, এ বছর জেলায় লক্ষ্যমাত্রার চেয়েও বেশি জমিতে পাট আবাদ হয়েছে। বর্তমানে বাজারে প্রতি মণ পাট মানভেদে দুই হাজার ৮০০ থেকে তিন হাজার টাকায় বিক্রি হচ্ছে। এতে কৃষকরা খুশি। বৃষ্টিতে জলাশয়ে পানি থাকায় পাট জাগ দিতে সুবিধা হয়েছে। কৃষকরা জানান, এখন ধান চাষের চেয়েও পাট চাষে লাভ বেশি। (1317, 448, 1533, 720)
table-row (62, 1874, 550, 1891)
brand-logo (50, 74, 396, 138)
ad-line: Mymensingh Zone, Mymensingh. (1188, 907, 1330, 919)
story-savar (799, 873, 976, 1324)
divider (1309, 336, 1310, 859)
table-cell: রবিবার (146, 1626, 214, 1644)
footer-line: The interested persons/firms may visit the web site www.eprocure.gov.bd to get the details of the tender. (995, 1191, 1315, 1199)
story-yaba (768, 153, 1146, 322)
briefs-rail (50, 153, 355, 1319)
table-cell (214, 1945, 255, 1962)
ad-title: বাংলাদেশ অভ্যন্তরীণ নৌ-পরিবহন কর্তৃপক্ষ (1110, 1441, 1407, 1462)
table-cell: ২৫-১০-২০২১ (62, 1909, 146, 1927)
table-cell: Tender ID, 603186, Package No. MZ/e-GP/01/PMP(Road-Mym)/2021-2022; Publishing: 02-Sep-2021 (1020, 1052, 1109, 1187)
table-cell: ১০১ (461, 1608, 550, 1626)
table-cell: ১০৪ (461, 1661, 550, 1679)
story-headline: রাজার মাঠে শতায়ু বটবৃক্ষ রোপণ (374, 154, 635, 177)
memo-date: Dated: 09.09.2021 (1454, 963, 1522, 973)
table-cell: ২১-১০-২০২১ (62, 1856, 146, 1874)
table-cell (214, 1644, 255, 1661)
table-row (62, 1856, 550, 1874)
divider (50, 1063, 355, 1064)
exam-schedule-rows (62, 1608, 550, 2015)
signature: 07/09/2021 (1381, 1335, 1448, 1351)
table-cell: সার্জারি (255, 1998, 461, 2015)
table-row (62, 1644, 550, 1661)
table-cell: রবিবার (146, 1891, 214, 1909)
story-byline: রাজবাড়ী ও মানিকগঞ্জ প্রতিনিধি (374, 452, 1126, 472)
table-cell (214, 1927, 255, 1945)
table-cell (214, 1891, 255, 1909)
table-header: Amended Criteria [ITT Clause 15.1(b)] (1246, 1023, 1522, 1052)
table-cell: ১৬-১০-২০২১ (62, 1803, 146, 1821)
signer-org: বাংলাদেশ হোমিওপ্যাথি বোর্ড (433, 2312, 544, 2323)
